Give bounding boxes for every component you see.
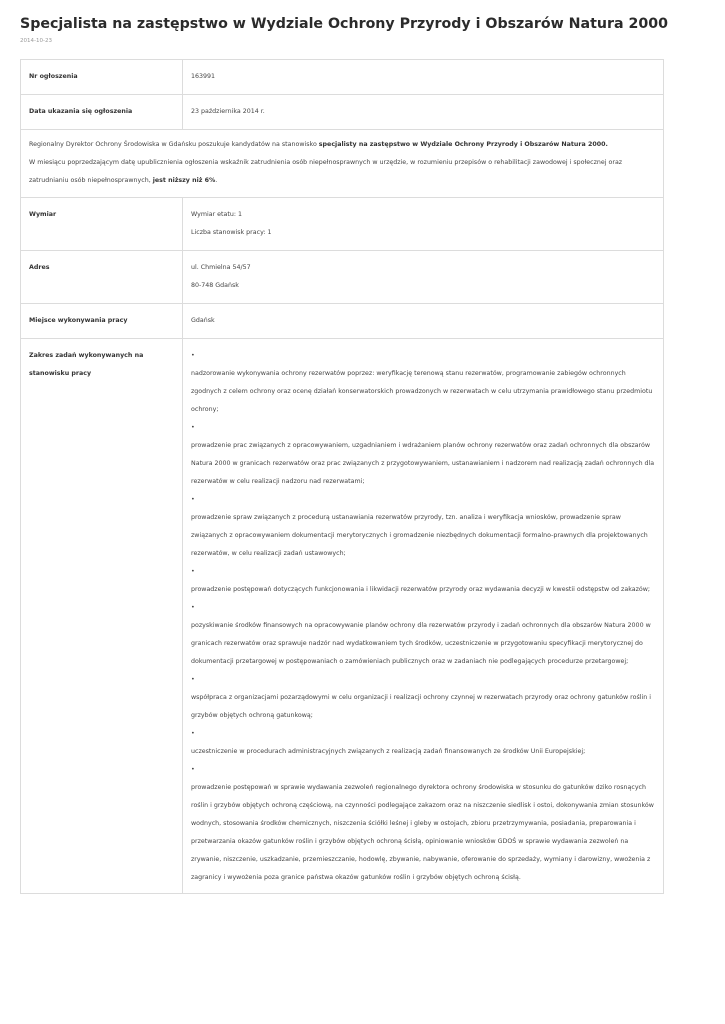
duty-item: prowadzenie prac związanych z opracowywaniem, uzgadnianiem i wdrażaniem planów ochrony rezerwatów oraz zadań ochronnych dla obszarów Natura 2000 w granicach rezerwatów oraz prac związanych z przygotowywaniem, ustanawianiem i nadzorem nad realizacją zadań ochronnych dla rezerwatów w celu realizacji nadzoru nad rezerwatami; xyxy=(191,442,655,485)
duty-item: pozyskiwanie środków finansowych na opracowywanie planów ochrony dla rezerwatów przyrody i zadań ochronnych dla obszarów Natura 2000 w granicach rezerwatów oraz sprawuje nadzór nad wydatkowaniem tych środków, uczestniczenie w przygotowaniu specyfikacji merytorycznej do dokumentacji przetargowej w postępowaniach o zamówieniach publicznych oraz w zadaniach nie podlegających procedurze przetargowej; xyxy=(191,622,651,665)
offer-number-label: Nr ogłoszenia xyxy=(21,60,183,95)
row-address xyxy=(21,251,664,304)
row-offer-number xyxy=(21,60,664,95)
duties-label: Zakres zadań wykonywanych na stanowisku pracy xyxy=(21,339,183,894)
bullet: • xyxy=(191,424,195,431)
intro-text xyxy=(21,130,664,198)
bullet: • xyxy=(191,766,195,773)
workload-value xyxy=(183,198,664,251)
bullet: • xyxy=(191,604,195,611)
job-offer-table xyxy=(20,59,664,894)
workload-positions: Liczba stanowisk pracy: 1 xyxy=(191,229,272,236)
intro-line1 xyxy=(29,141,608,148)
page-title: Specjalista na zastępstwo w Wydziale Ochrony Przyrody i Obszarów Natura 2000 xyxy=(20,16,668,32)
duties-list xyxy=(183,339,664,894)
duty-item: uczestniczenie w procedurach administracyjnych związanych z realizacją zadań finansowanych ze środków Unii Europejskiej; xyxy=(191,748,586,755)
bullet: • xyxy=(191,568,195,575)
workplace-label: Miejsce wykonywania pracy xyxy=(21,304,183,339)
workload-label: Wymiar xyxy=(21,198,183,251)
publication-date-value: 23 października 2014 r. xyxy=(183,95,664,130)
row-intro xyxy=(21,130,664,198)
bullet: • xyxy=(191,352,195,359)
row-publication-date xyxy=(21,95,664,130)
intro-line1-text: Regionalny Dyrektor Ochrony Środowiska w Gdańsku poszukuje kandydatów na stanowisko xyxy=(29,141,319,148)
duty-item: prowadzenie postępowań dotyczących funkcjonowania i likwidacji rezerwatów przyrody oraz wydawania decyzji w kwestii odstępstw od zakazów; xyxy=(191,586,651,593)
address-street: ul. Chmielna 54/57 xyxy=(191,264,251,271)
publication-date: 2014-10-23 xyxy=(20,38,52,44)
intro-position-name: specjalisty na zastępstwo w Wydziale Ochrony Przyrody i Obszarów Natura 2000. xyxy=(318,141,608,148)
publication-date-label: Data ukazania się ogłoszenia xyxy=(21,95,183,130)
row-duties xyxy=(21,339,664,894)
offer-number-value: 163991 xyxy=(183,60,664,95)
workload-fte: Wymiar etatu: 1 xyxy=(191,211,242,218)
address-value xyxy=(183,251,664,304)
intro-line2 xyxy=(29,159,622,184)
bullet: • xyxy=(191,676,195,683)
address-label: Adres xyxy=(21,251,183,304)
bullet: • xyxy=(191,496,195,503)
workplace-value: Gdańsk xyxy=(183,304,664,339)
intro-line2-end: . xyxy=(215,177,218,184)
bullet: • xyxy=(191,730,195,737)
intro-line2-text: W miesiącu poprzedzającym datę upublicznienia ogłoszenia wskaźnik zatrudnienia osób niepełnosprawnych w urzędzie, w rozumieniu przepisów o rehabilitacji zawodowej i społecznej oraz zatrudnianiu osób niepełnosprawnych, xyxy=(29,159,623,184)
row-workload xyxy=(21,198,664,251)
duty-item: nadzorowanie wykonywania ochrony rezerwatów poprzez: weryfikację terenową stanu rezerwatów, programowanie zabiegów ochronnych zgodnych z celem ochrony oraz ocenę działań konserwatorskich prowadzonych w rezerwatach w celu utrzymania prawidłowego stanu przedmiotu ochrony; xyxy=(191,370,653,413)
duty-item: prowadzenie postępowań w sprawie wydawania zezwoleń regionalnego dyrektora ochrony środowiska w stosunku do gatunków dziko rosnących roślin i grzybów objętych ochroną częściową, na czynności podlegające zakazom oraz na niszczenie siedlisk i ostoi, dokonywania zmian stosunków wodnych, stosowania środków chemicznych, niszczenia ściółki leśnej i gleby w ostojach, zbioru przetrzymywania, posiadania, preparowania i przetwarzania okazów gatunków roślin i grzybów objętych ochroną ścisłą, opiniowanie wniosków GDOŚ w sprawie wydawania zezwoleń na zrywanie, niszczenie, uszkadzanie, przemieszczanie, hodowlę, zbywanie, nabywanie, oferowanie do sprzedaży, wymiany i darowizny, wwożenia z zagranicy i wywożenia poza granice państwa okazów gatunków roślin i grzybów objętych ochroną ścisłą. xyxy=(191,784,654,881)
intro-disability-rate: jest niższy niż 6% xyxy=(152,177,216,184)
address-city: 80-748 Gdańsk xyxy=(191,282,239,289)
row-workplace xyxy=(21,304,664,339)
duty-item: współpraca z organizacjami pozarządowymi w celu organizacji i realizacji ochrony czynnej w rezerwatach przyrody oraz ochrony gatunków roślin i grzybów objętych ochroną gatunkową; xyxy=(191,694,652,719)
duty-item: prowadzenie spraw związanych z procedurą ustanawiania rezerwatów przyrody, tzn. analiza i weryfikacja wniosków, prowadzenie spraw związanych z opracowywaniem dokumentacji merytorycznych i gromadzenie niezbędnych dokumentacji formalno-prawnych dla projektowanych rezerwatów, w celu realizacji zadań ustawowych; xyxy=(191,514,648,557)
